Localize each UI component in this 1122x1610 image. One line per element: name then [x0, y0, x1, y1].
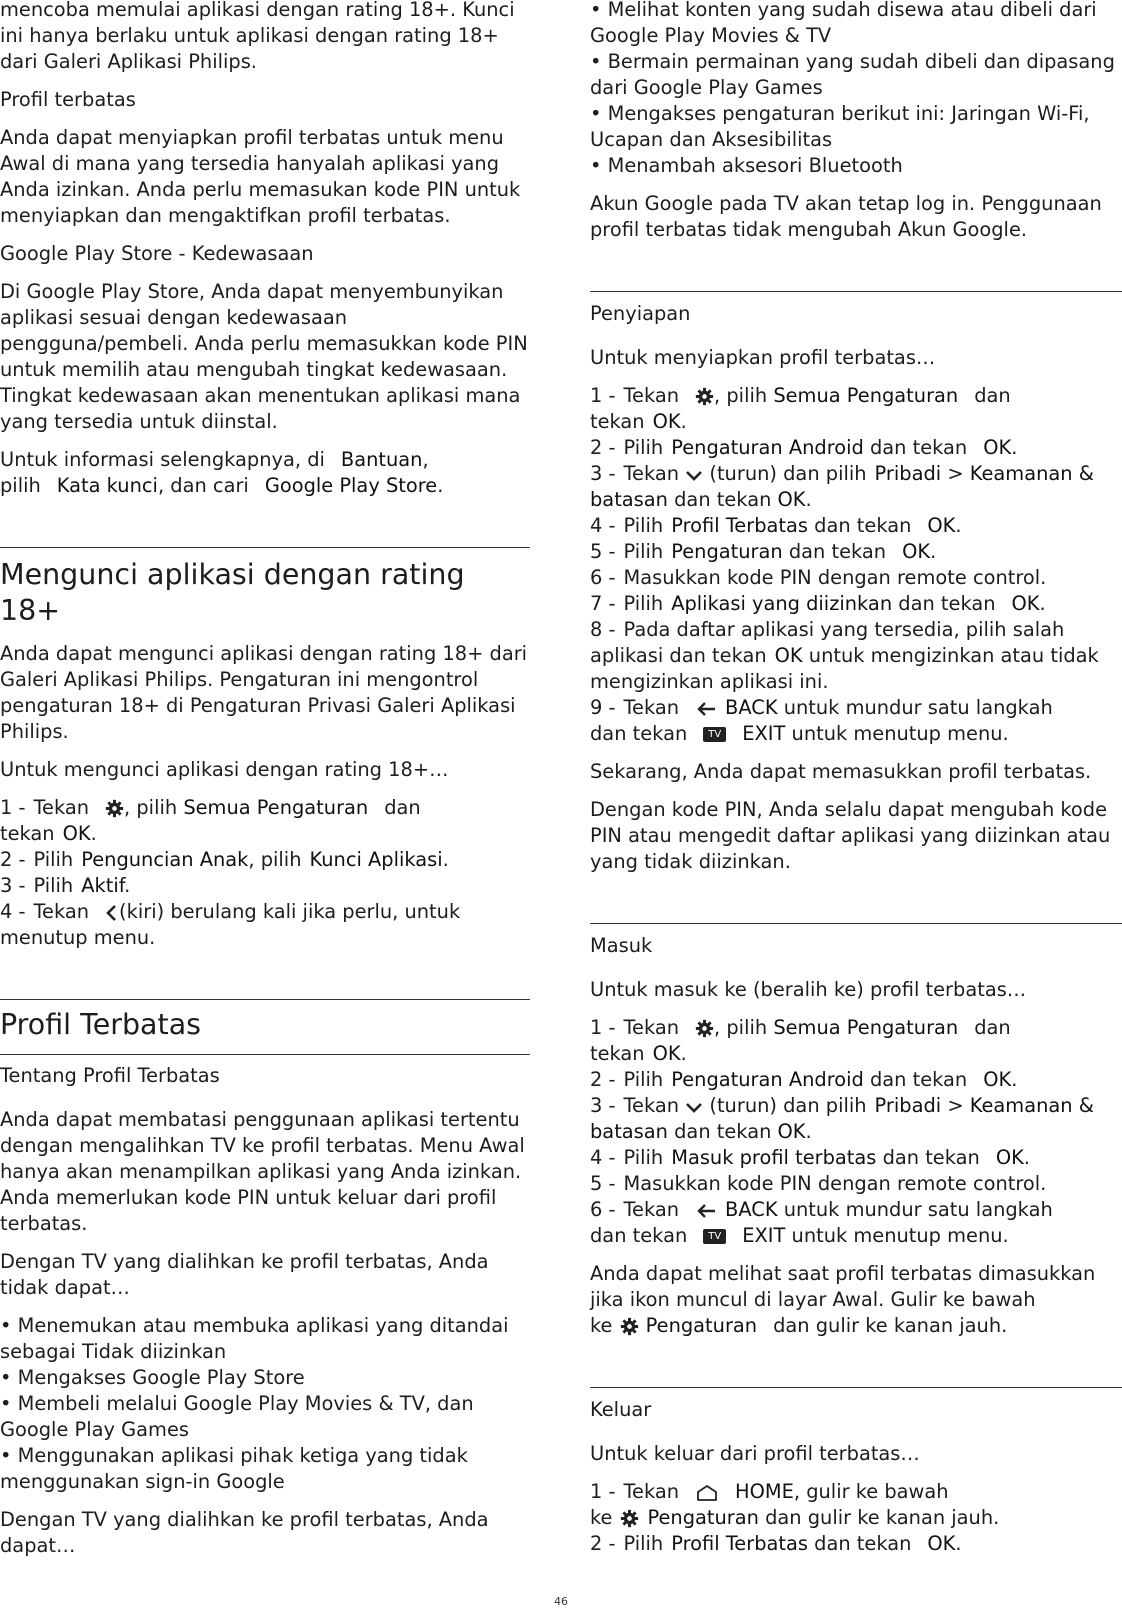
- link-kata-kunci[interactable]: Kata kunci: [56, 474, 158, 497]
- mengunci-lead: Untuk mengunci aplikasi dengan rating 18+…: [0, 758, 449, 781]
- step-1: 1 - Tekan HOME, gulir ke bawah: [590, 1480, 949, 1503]
- step-1: 1 - Tekan , pilih Semua Pengaturan dan: [590, 1016, 1011, 1039]
- chevron-left-icon: [105, 904, 119, 922]
- heading-keluar: Keluar: [590, 1398, 652, 1421]
- step-1: 1 - Tekan , pilih Semua Pengaturan dan: [0, 796, 421, 819]
- akun-paragraph: Akun Google pada TV akan tetap log in. Penggunaan profil terbatas tidak mengubah Akun Google.: [590, 192, 1102, 241]
- gear-icon: [695, 1019, 714, 1038]
- profil-terbatas-body: Anda dapat menyiapkan profil terbatas untuk menu Awal di mana yang tersedia hanyalah aplikasi yang Anda izinkan. Anda perlu memasukan kode PIN untuk menyiapkan dan mengaktifkan profil terbatas.: [0, 126, 521, 227]
- penyiapan-after-1: Sekarang, Anda dapat memasukkan profil terbatas.: [590, 760, 1092, 783]
- left-column: [0, 0, 530, 1571]
- list-item: • Bermain permainan yang sudah dibeli dan dipasang dari Google Play Games: [590, 50, 1115, 99]
- gear-icon: [620, 1509, 639, 1528]
- list-item: • Menggunakan aplikasi pihak ketiga yang tidak menggunakan sign-in Google: [0, 1444, 468, 1493]
- play-store-body: Di Google Play Store, Anda dapat menyembunyikan aplikasi sesuai dengan kedewasaan pengguna/pembeli. Anda perlu memasukkan kode PIN untuk memilih atau mengubah tingkat kedewasaan. Tingkat kedewasaan akan menentukan aplikasi mana yang tersedia untuk diinstal.: [0, 280, 528, 433]
- step-3: 3 - Tekan (turun) dan pilih Pribadi > Keamanan &: [590, 462, 1094, 485]
- masuk-lead: Untuk masuk ke (beralih ke) profil terbatas…: [590, 978, 1027, 1001]
- heading-penyiapan: Penyiapan: [590, 302, 691, 325]
- step-2: 2 - Pilih Pengaturan Android dan tekan OK.: [590, 436, 1018, 459]
- tentang-body-1: Anda dapat membatasi penggunaan aplikasi tertentu dengan mengalihkan TV ke profil terbatas. Menu Awal hanya akan menampilkan aplikasi yang Anda izinkan. Anda memerlukan kode PIN untuk keluar dari profil terbatas.: [0, 1108, 525, 1235]
- heading-play-store: Google Play Store - Kedewasaan: [0, 242, 314, 265]
- section-divider: [0, 547, 530, 548]
- section-divider: [0, 1054, 530, 1055]
- step-8: 8 - Pada daftar aplikasi yang tersedia, pilih salah: [590, 618, 1065, 641]
- heading-masuk: Masuk: [590, 934, 653, 957]
- step-6: 6 - Masukkan kode PIN dengan remote control.: [590, 566, 1047, 589]
- info-text: , dan cari: [157, 474, 249, 497]
- step-2: 2 - Pilih Pengaturan Android dan tekan OK.: [590, 1068, 1018, 1091]
- section-divider: [0, 999, 530, 1000]
- gear-icon: [105, 799, 124, 818]
- right-column: [590, 0, 1122, 1557]
- title-mengunci: Mengunci aplikasi dengan rating 18+: [0, 558, 465, 627]
- list-item: • Melihat konten yang sudah disewa atau dibeli dari Google Play Movies & TV: [590, 0, 1097, 47]
- list-item: • Membeli melalui Google Play Movies & TV, dan Google Play Games: [0, 1392, 474, 1441]
- tidak-dapat-list: [0, 1313, 530, 1495]
- page-number: 46: [554, 1595, 568, 1608]
- step-4: 4 - Pilih Profil Terbatas dan tekan OK.: [590, 514, 962, 537]
- section-divider: [590, 1387, 1122, 1388]
- step-9: 9 - Tekan BACK untuk mundur satu langkah: [590, 696, 1053, 719]
- chevron-down-icon: [685, 1100, 703, 1114]
- step-1: 1 - Tekan , pilih Semua Pengaturan dan: [590, 384, 1011, 407]
- info-text: Untuk informasi selengkapnya, di: [0, 448, 325, 471]
- heading-tentang: Tentang Profil Terbatas: [0, 1064, 220, 1087]
- back-arrow-icon: [695, 700, 717, 718]
- step-2: 2 - Pilih Penguncian Anak, pilih Kunci Aplikasi.: [0, 848, 449, 871]
- home-icon: [695, 1484, 719, 1502]
- masuk-steps: 1 - Tekan , pilih Semua Pengaturan dan tekan OK. 2 - Pilih Pengaturan Android dan tekan OK. 3 - Tekan (turun) dan pilih Pribadi > Keamanan & batasan dan tekan OK. 4 - Pilih Masuk profil terbatas dan tekan OK. 5 - Masukkan kode PIN dengan remote control. 6 - Tekan BACK untuk mundur satu langkah dan tekan TV EXIT untuk menutup menu.: [590, 1015, 1122, 1249]
- list-item: • Menambah aksesori Bluetooth: [590, 154, 903, 177]
- mengunci-body: Anda dapat mengunci aplikasi dengan rating 18+ dari Galeri Aplikasi Philips. Pengaturan ini mengontrol pengaturan 18+ di Pengaturan Privasi Galeri Aplikasi Philips.: [0, 642, 528, 743]
- heading-profil-terbatas: Profil terbatas: [0, 88, 136, 111]
- masuk-after: Anda dapat melihat saat profil terbatas dimasukkan jika ikon muncul di layar Awal. Gulir ke bawah ke Pengaturan dan gulir ke kanan jauh.: [590, 1262, 1096, 1337]
- step-6: 6 - Tekan BACK untuk mundur satu langkah: [590, 1198, 1053, 1221]
- chevron-down-icon: [685, 468, 703, 482]
- list-item: • Mengakses pengaturan berikut ini: Jaringan Wi-Fi, Ucapan dan Aksesibilitas: [590, 102, 1090, 151]
- title-profil-terbatas: Profil Terbatas: [0, 1008, 202, 1041]
- penyiapan-steps: 1 - Tekan , pilih Semua Pengaturan dan tekan OK. 2 - Pilih Pengaturan Android dan tekan OK. 3 - Tekan (turun) dan pilih Pribadi > Keamanan & batasan dan tekan OK. 4 - Pilih Profil Terbatas dan tekan OK. 5 - Pilih Pengaturan dan tekan OK. 6 - Masukkan kode PIN dengan remote control. 7 - Pilih Aplikasi yang diizinkan dan tekan OK. 8 - Pada daftar aplikasi yang tersedia, pilih salah aplikasi dan tekan OK untuk mengizinkan atau tidak mengizinkan aplikasi ini. 9 - Tekan BACK untuk mundur satu langkah dan tekan TV EXIT untuk menutup menu.: [590, 383, 1122, 747]
- step-4: 4 - Tekan (kiri) berulang kali jika perlu, untuk: [0, 900, 461, 923]
- info-text: pilih: [0, 474, 41, 497]
- step-4: 4 - Pilih Masuk profil terbatas dan tekan OK.: [590, 1146, 1030, 1169]
- list-item: • Mengakses Google Play Store: [0, 1366, 305, 1389]
- tentang-body-2: Dengan TV yang dialihkan ke profil terbatas, Anda tidak dapat…: [0, 1250, 489, 1299]
- link-bantuan[interactable]: Bantuan: [340, 448, 423, 471]
- tv-icon: TV: [703, 727, 726, 742]
- mengunci-steps: 1 - Tekan , pilih Semua Pengaturan dan tekan OK. 2 - Pilih Penguncian Anak, pilih Kunci Aplikasi. 3 - Pilih Aktif. 4 - Tekan (kiri) berulang kali jika perlu, untuk menutup menu.: [0, 795, 530, 951]
- list-item: • Menemukan atau membuka aplikasi yang ditandai sebagai Tidak diizinkan: [0, 1314, 509, 1363]
- gear-icon: [620, 1317, 639, 1336]
- info-text: .: [437, 474, 444, 497]
- step-5: 5 - Masukkan kode PIN dengan remote control.: [590, 1172, 1047, 1195]
- dapat-list: [590, 0, 1122, 179]
- intro-paragraph: mencoba memulai aplikasi dengan rating 18+. Kunci ini hanya berlaku untuk aplikasi dengan rating 18+ dari Galeri Aplikasi Philips.: [0, 0, 515, 73]
- section-divider: [590, 291, 1122, 292]
- penyiapan-lead: Untuk menyiapkan profil terbatas…: [590, 346, 936, 369]
- step-5: 5 - Pilih Pengaturan dan tekan OK.: [590, 540, 937, 563]
- step-7: 7 - Pilih Aplikasi yang diizinkan dan tekan OK.: [590, 592, 1046, 615]
- keluar-lead: Untuk keluar dari profil terbatas…: [590, 1442, 920, 1465]
- step-3: 3 - Pilih Aktif.: [0, 874, 131, 897]
- section-divider: [590, 923, 1122, 924]
- step-3: 3 - Tekan (turun) dan pilih Pribadi > Keamanan &: [590, 1094, 1094, 1117]
- tentang-body-3: Dengan TV yang dialihkan ke profil terbatas, Anda dapat…: [0, 1508, 489, 1557]
- step-2: 2 - Pilih Profil Terbatas dan tekan OK.: [590, 1532, 962, 1555]
- info-text: ,: [422, 448, 429, 471]
- back-arrow-icon: [695, 1202, 717, 1220]
- keluar-steps: 1 - Tekan HOME, gulir ke bawah ke Pengaturan dan gulir ke kanan jauh. 2 - Pilih Profil Terbatas dan tekan OK.: [590, 1479, 1122, 1557]
- link-google-play-store[interactable]: Google Play Store: [264, 474, 438, 497]
- tv-icon: TV: [703, 1229, 726, 1244]
- gear-icon: [695, 387, 714, 406]
- play-store-info: [0, 447, 530, 499]
- penyiapan-after-2: Dengan kode PIN, Anda selalu dapat mengubah kode PIN atau mengedit daftar aplikasi yang diizinkan atau yang tidak diizinkan.: [590, 798, 1111, 873]
